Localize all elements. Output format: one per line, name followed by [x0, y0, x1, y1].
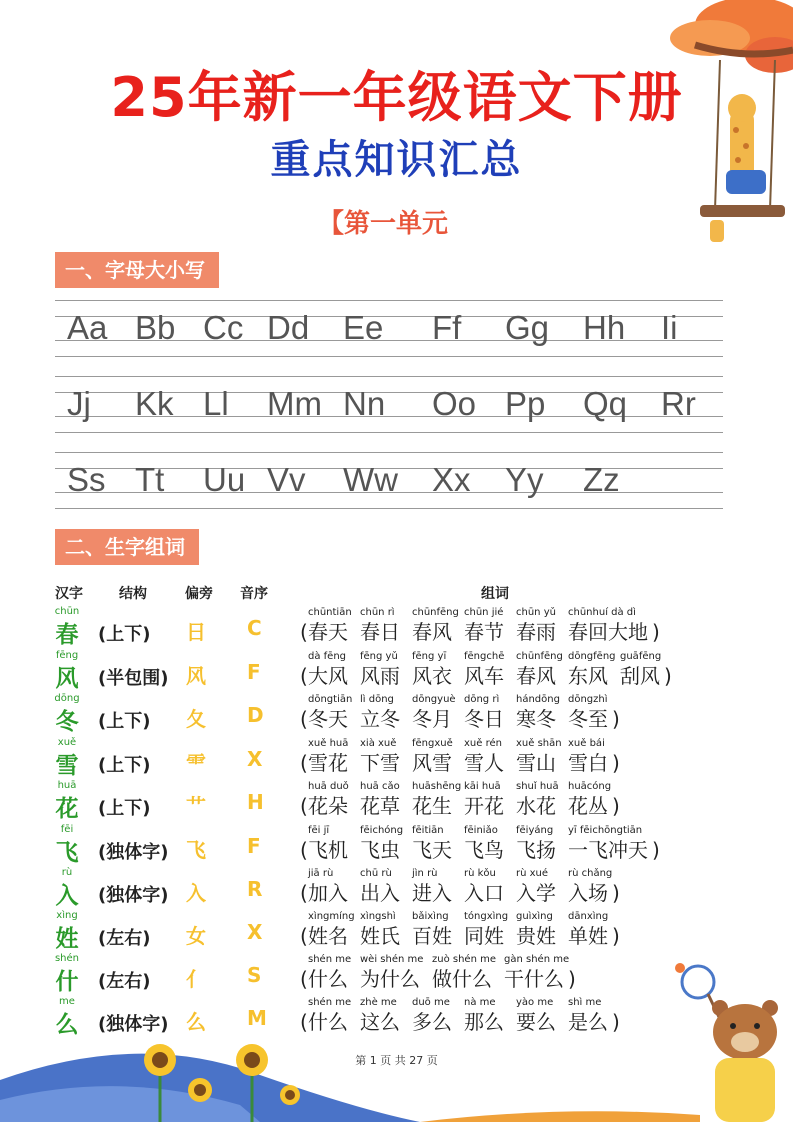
open-paren: (	[300, 881, 308, 905]
word-item	[516, 824, 556, 863]
word-text: 雪花	[308, 751, 348, 775]
word-text: 风雪	[412, 751, 452, 775]
word-item	[360, 824, 403, 863]
structure-label: (上下)	[98, 624, 151, 645]
structure-label: (左右)	[98, 928, 151, 949]
letter-pair: Nn	[343, 385, 386, 422]
word-text: 飞机	[308, 838, 348, 862]
word-text: 加入	[308, 881, 348, 905]
page-title: 25年新一年级语文下册	[110, 66, 683, 129]
pinyin-initial: D	[247, 703, 264, 727]
word-text: 入学	[516, 881, 556, 905]
char-pinyin: huā	[57, 780, 77, 791]
radical: 入	[186, 881, 206, 905]
word-text: 风衣	[412, 664, 452, 688]
word-item	[516, 606, 556, 645]
word-pinyin: jìn rù	[412, 868, 438, 879]
header-char: 汉字	[55, 586, 83, 602]
char-pinyin: fēng	[55, 650, 79, 661]
word-item	[308, 780, 349, 819]
word-pinyin: xìngshì	[360, 911, 396, 922]
word-item	[412, 693, 456, 732]
word-pinyin: dōngzhì	[568, 694, 608, 705]
word-text: 雪白	[568, 751, 608, 775]
word-text: 风车	[464, 664, 504, 688]
word-pinyin: chūn yǔ	[516, 607, 556, 618]
word-item	[504, 953, 569, 992]
word-pinyin: rù chǎng	[568, 868, 613, 879]
word-item	[308, 606, 352, 645]
open-paren: (	[300, 924, 308, 948]
word-text: 春风	[516, 664, 556, 688]
word-text: 姓名	[308, 924, 348, 948]
word-pinyin: xià xuě	[360, 738, 397, 749]
word-text: 春日	[360, 620, 400, 644]
word-pinyin: duō me	[412, 997, 450, 1008]
word-item	[568, 910, 608, 949]
close-paren: )	[612, 881, 620, 905]
word-pinyin: tóngxìng	[464, 911, 509, 922]
radical: 亻	[186, 967, 206, 991]
radical: 夂	[186, 707, 206, 731]
header-words: 组词	[481, 586, 509, 602]
word-pinyin: rù xué	[516, 868, 549, 879]
word-item	[464, 824, 504, 863]
word-pinyin: xìngmíng	[308, 911, 355, 922]
word-pinyin: chūn jié	[464, 607, 504, 618]
letter-pair: Dd	[267, 309, 310, 346]
word-text: 是么	[568, 1010, 608, 1034]
word-pinyin: huā cǎo	[360, 781, 400, 792]
alphabet-row-3	[55, 461, 723, 511]
pinyin-initial: C	[247, 616, 262, 640]
header-structure: 结构	[119, 586, 147, 602]
word-item	[568, 606, 648, 645]
section-heading-alphabet: 一、字母大小写	[55, 252, 219, 288]
word-item	[412, 824, 452, 863]
page-footer: 第 1 页 共 27 页	[355, 1054, 438, 1067]
radical: 艹	[186, 794, 206, 818]
char-pinyin: rù	[61, 867, 73, 878]
word-text: 这么	[360, 1010, 400, 1034]
structure-label: (左右)	[98, 971, 151, 992]
word-pinyin: yī fēichōngtiān	[568, 825, 643, 836]
word-item	[360, 650, 400, 689]
word-pinyin: fēngchē	[464, 651, 505, 662]
word-pinyin: chūnfēng	[412, 607, 459, 618]
word-text: 风雨	[360, 664, 400, 688]
letter-pair: Qq	[583, 385, 628, 422]
word-pinyin: bǎixìng	[412, 911, 449, 922]
word-pinyin: chūnfēng	[516, 651, 563, 662]
char-pinyin: xuě	[57, 737, 77, 748]
header-radical: 偏旁	[185, 586, 213, 602]
pinyin-initial: X	[247, 920, 263, 944]
word-item	[360, 780, 400, 819]
structure-label: (独体字)	[98, 1014, 169, 1035]
word-pinyin: chūn rì	[360, 607, 395, 618]
open-paren: (	[300, 620, 308, 644]
word-pinyin: dōng rì	[464, 694, 500, 705]
word-item	[568, 824, 648, 863]
word-text: 立冬	[360, 707, 400, 731]
word-pinyin: zhè me	[360, 997, 397, 1008]
word-pinyin: hándōng	[516, 694, 560, 705]
word-item	[308, 867, 348, 906]
word-text: 什么	[308, 1010, 348, 1034]
word-pinyin: fēi jī	[308, 825, 330, 836]
word-item	[432, 953, 496, 992]
word-text: 飞天	[412, 838, 452, 862]
word-item	[464, 737, 504, 776]
pinyin-initial: F	[247, 834, 261, 858]
char-pinyin: dōng	[54, 693, 80, 704]
close-paren: )	[652, 838, 660, 862]
close-paren: )	[568, 967, 576, 991]
word-text: 开花	[464, 794, 504, 818]
table-row	[0, 824, 793, 868]
character: 雪	[55, 753, 79, 779]
word-item	[516, 650, 563, 689]
word-pinyin: chūntiān	[308, 607, 352, 618]
structure-label: (上下)	[98, 798, 151, 819]
close-paren: )	[652, 620, 660, 644]
open-paren: (	[300, 967, 308, 991]
character: 什	[55, 969, 79, 995]
radical: 日	[186, 620, 206, 644]
word-item	[516, 910, 556, 949]
letter-pair: Oo	[432, 385, 477, 422]
letter-pair: Hh	[583, 309, 626, 346]
word-pinyin: chū rù	[360, 868, 392, 879]
close-paren: )	[612, 1010, 620, 1034]
letter-pair: Kk	[135, 385, 174, 422]
radical: 么	[186, 1010, 206, 1034]
word-text: 春节	[464, 620, 504, 644]
word-text: 单姓	[568, 924, 608, 948]
word-item	[516, 693, 560, 732]
table-row	[0, 910, 793, 954]
letter-pair: Ww	[343, 461, 398, 498]
table-row	[0, 606, 793, 650]
word-item	[360, 867, 400, 906]
word-text: 贵姓	[516, 924, 556, 948]
word-item	[412, 650, 452, 689]
close-paren: )	[612, 924, 620, 948]
word-text: 百姓	[412, 924, 452, 948]
word-text: 进入	[412, 881, 452, 905]
word-pinyin: lì dōng	[360, 694, 394, 705]
word-item	[464, 606, 504, 645]
word-item	[308, 737, 348, 776]
word-text: 什么	[308, 967, 348, 991]
close-paren: )	[612, 794, 620, 818]
word-pinyin: huāshēng	[412, 781, 462, 792]
word-pinyin: shén me	[308, 954, 352, 965]
table-row	[0, 650, 793, 694]
word-pinyin: fēngxuě	[412, 738, 453, 749]
word-item	[516, 867, 556, 906]
character: 姓	[55, 926, 79, 952]
word-pinyin: dōngtiān	[308, 694, 353, 705]
char-pinyin: chūn	[54, 606, 80, 617]
word-text: 要么	[516, 1010, 556, 1034]
word-text: 飞鸟	[464, 838, 504, 862]
open-paren: (	[300, 664, 308, 688]
word-text: 飞虫	[360, 838, 400, 862]
structure-label: (上下)	[98, 711, 151, 732]
char-pinyin: fēi	[60, 824, 74, 835]
word-item	[464, 910, 508, 949]
radical: 飞	[186, 838, 206, 862]
character: 风	[55, 666, 79, 692]
letter-pair: Uu	[203, 461, 246, 498]
word-item	[360, 953, 423, 992]
pinyin-initial: M	[247, 1006, 267, 1030]
table-row	[0, 737, 793, 781]
word-text: 雪人	[464, 751, 504, 775]
page-subtitle: 重点知识汇总	[270, 137, 523, 183]
open-paren: (	[300, 1010, 308, 1034]
word-text: 同姓	[464, 924, 504, 948]
word-item	[516, 780, 559, 819]
open-paren: (	[300, 707, 308, 731]
unit-heading: 【第一单元	[318, 209, 449, 239]
word-pinyin: xuě huā	[308, 738, 349, 749]
word-item	[464, 693, 504, 732]
word-text: 入场	[568, 881, 608, 905]
word-text: 大风	[308, 664, 348, 688]
char-pinyin: xìng	[56, 910, 78, 921]
word-pinyin: fēitiān	[412, 825, 444, 836]
word-pinyin: wèi shén me	[360, 954, 424, 965]
word-text: 春风	[412, 620, 452, 644]
word-pinyin: xuě bái	[568, 738, 605, 749]
word-text: 干什么	[504, 967, 564, 991]
word-text: 东风	[568, 664, 608, 688]
letter-pair: Ss	[67, 461, 106, 498]
word-item	[308, 650, 348, 689]
word-item	[568, 650, 616, 689]
word-text: 刮风	[620, 664, 660, 688]
word-pinyin: guāfēng	[620, 651, 662, 662]
word-pinyin: fēiyáng	[516, 825, 554, 836]
word-pinyin: fēng yǔ	[360, 651, 398, 662]
pinyin-initial: H	[247, 790, 264, 814]
pinyin-initial: F	[247, 660, 261, 684]
letter-pair: Gg	[505, 309, 550, 346]
word-text: 冬天	[308, 707, 348, 731]
word-text: 寒冬	[516, 707, 556, 731]
word-item	[308, 953, 351, 992]
word-text: 多么	[412, 1010, 452, 1034]
word-item	[516, 737, 562, 776]
word-pinyin: fēng yī	[412, 651, 447, 662]
word-item	[620, 650, 661, 689]
word-text: 花生	[412, 794, 452, 818]
character: 花	[55, 796, 79, 822]
table-row	[0, 780, 793, 824]
word-pinyin: yào me	[516, 997, 554, 1008]
word-text: 出入	[360, 881, 400, 905]
structure-label: (半包围)	[98, 668, 169, 689]
word-text: 入口	[464, 881, 504, 905]
word-item	[308, 693, 352, 732]
word-text: 冬月	[412, 707, 452, 731]
char-pinyin: me	[59, 996, 75, 1007]
letter-pair: Ll	[203, 385, 229, 422]
table-row	[0, 867, 793, 911]
word-item	[464, 867, 504, 906]
word-item	[412, 606, 459, 645]
word-text: 飞扬	[516, 838, 556, 862]
radical: 风	[186, 664, 206, 688]
alphabet-row-2	[55, 385, 723, 435]
letter-pair: Tt	[135, 461, 165, 498]
word-item	[568, 737, 608, 776]
word-pinyin: shuǐ huā	[516, 781, 559, 792]
word-pinyin: fēichóng	[360, 825, 404, 836]
word-pinyin: dōngfēng	[568, 651, 616, 662]
word-pinyin: fēiniǎo	[464, 825, 498, 836]
word-item	[360, 910, 400, 949]
bear-with-net-illustration	[660, 960, 793, 1122]
letter-pair: Bb	[135, 309, 176, 346]
word-item	[464, 650, 504, 689]
letter-pair: Ii	[661, 309, 678, 346]
word-text: 冬日	[464, 707, 504, 731]
char-pinyin: shén	[54, 953, 80, 964]
word-pinyin: dānxìng	[568, 911, 609, 922]
character: 冬	[55, 709, 79, 735]
open-paren: (	[300, 838, 308, 862]
letter-pair: Ee	[343, 309, 384, 346]
word-item	[568, 867, 612, 906]
structure-label: (独体字)	[98, 885, 169, 906]
letter-pair: Xx	[432, 461, 471, 498]
word-pinyin: xuě shān	[516, 738, 562, 749]
word-pinyin: kāi huā	[464, 781, 501, 792]
letter-pair: Ff	[432, 309, 462, 346]
radical: ⻗	[186, 751, 206, 775]
character: 飞	[55, 840, 79, 866]
close-paren: )	[612, 751, 620, 775]
letter-pair: Aa	[67, 309, 108, 346]
word-pinyin: dà fēng	[308, 651, 347, 662]
letter-pair: Jj	[67, 385, 91, 422]
word-text: 春回大地	[568, 620, 648, 644]
word-item	[568, 693, 608, 732]
word-pinyin: zuò shén me	[432, 954, 496, 965]
pinyin-initial: X	[247, 747, 263, 771]
letter-pair: Pp	[505, 385, 546, 422]
section-heading-words: 二、生字组词	[55, 529, 199, 565]
header-initial: 音序	[240, 586, 268, 602]
structure-label: (上下)	[98, 755, 151, 776]
word-item	[568, 780, 611, 819]
word-pinyin: dōngyuè	[412, 694, 456, 705]
word-pinyin: xuě rén	[464, 738, 502, 749]
word-text: 春雨	[516, 620, 556, 644]
letter-pair: Zz	[583, 461, 620, 498]
word-item	[308, 910, 355, 949]
open-paren: (	[300, 751, 308, 775]
word-item	[412, 867, 452, 906]
alphabet-row-1	[55, 309, 723, 359]
word-pinyin: guìxìng	[516, 911, 553, 922]
radical: 女	[186, 924, 206, 948]
word-text: 冬至	[568, 707, 608, 731]
word-pinyin: rù kǒu	[464, 868, 496, 879]
word-text: 春天	[308, 620, 348, 644]
letter-pair: Yy	[505, 461, 544, 498]
letter-pair: Cc	[203, 309, 244, 346]
word-text: 雪山	[516, 751, 556, 775]
word-pinyin: chūnhuí dà dì	[568, 607, 636, 618]
word-text: 做什么	[432, 967, 492, 991]
letter-pair: Mm	[267, 385, 322, 422]
word-pinyin: shén me	[308, 997, 352, 1008]
word-text: 花丛	[568, 794, 608, 818]
word-text: 下雪	[360, 751, 400, 775]
letter-pair: Vv	[267, 461, 306, 498]
word-text: 为什么	[360, 967, 420, 991]
letter-pair: Rr	[661, 385, 696, 422]
structure-label: (独体字)	[98, 842, 169, 863]
word-item	[360, 737, 400, 776]
word-text: 花朵	[308, 794, 348, 818]
word-text: 水花	[516, 794, 556, 818]
character: 么	[55, 1012, 79, 1038]
word-item	[412, 910, 452, 949]
word-pinyin: gàn shén me	[504, 954, 570, 965]
word-item	[412, 780, 461, 819]
word-text: 姓氏	[360, 924, 400, 948]
word-pinyin: shì me	[568, 997, 602, 1008]
word-item	[412, 737, 453, 776]
word-pinyin: jiā rù	[308, 868, 334, 879]
word-pinyin: nà me	[464, 997, 496, 1008]
word-pinyin: huā duǒ	[308, 781, 349, 792]
word-item	[360, 606, 400, 645]
word-item	[308, 824, 348, 863]
pinyin-initial: S	[247, 963, 262, 987]
word-text: 花草	[360, 794, 400, 818]
character: 春	[55, 622, 79, 648]
word-pinyin: huācóng	[568, 781, 612, 792]
pinyin-initial: R	[247, 877, 263, 901]
open-paren: (	[300, 794, 308, 818]
word-item	[360, 693, 400, 732]
word-text: 那么	[464, 1010, 504, 1034]
close-paren: )	[664, 664, 672, 688]
close-paren: )	[612, 707, 620, 731]
character: 入	[55, 883, 79, 909]
word-item	[464, 780, 504, 819]
table-row	[0, 693, 793, 737]
word-text: 一飞冲天	[568, 838, 648, 862]
